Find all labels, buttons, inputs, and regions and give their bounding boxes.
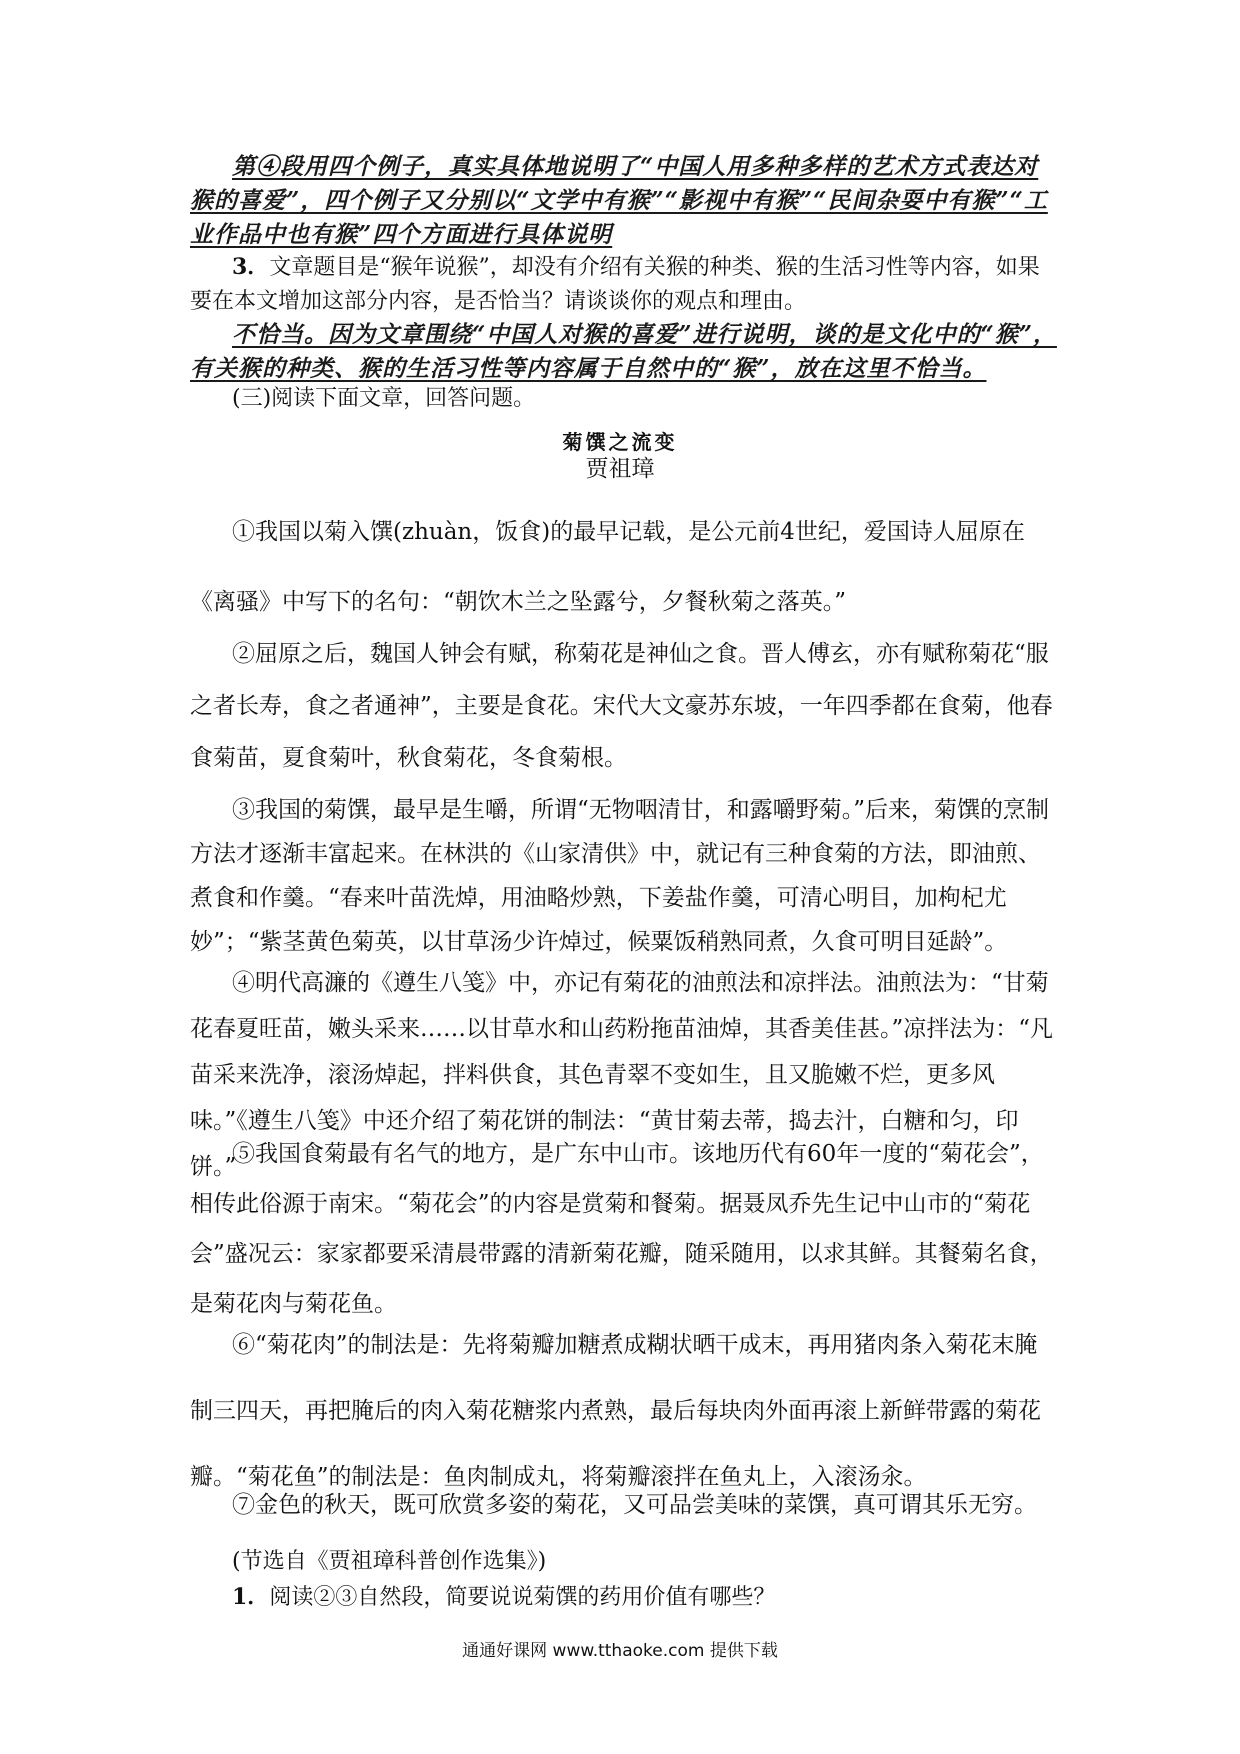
question-3-text: 文章题目是“猴年说猴”，却没有介绍有关猴的种类、猴的生活习性等内容，如果要在本文增加这部分内容，是否恰当？请谈谈你的观点和理由。 (190, 255, 1040, 314)
article-title: 菊馔之流变 (562, 430, 678, 454)
question-1 (190, 1580, 1060, 1615)
page-footer: 通通好课网 www.tthaoke.com 提供下载 (462, 1641, 778, 1661)
paragraph-2: ②屈原之后，魏国人钟会有赋，称菊花是神仙之食。晋人傅玄，亦有赋称菊花“服之者长寿，食之者通神”，主要是食花。宋代大文豪苏东坡，一年四季都在食菊，他春食菊苗，夏食菊叶，秋食菊花，冬食菊根。 (190, 641, 1053, 771)
question-1-text: 阅读②③自然段，简要说说菊馔的药用价值有哪些？ (269, 1585, 776, 1610)
article-source: (节选自《贾祖璋科普创作选集》) (232, 1549, 547, 1574)
paragraph-4: ④明代高濂的《遵生八笺》中，亦记有菊花的油煎法和凉拌法。油煎法为：“甘菊花春夏旺苗，嫩头采来……以甘草水和山药粉拖苗油焯，其香美佳甚。”凉拌法为：“凡苗采来洗净，滚汤焯起，拌料供食，其色青翠不变如生，且又脆嫩不烂，更多风味。”《遵生八笺》中还介绍了菊花饼的制法：“黄甘菊去蒂，捣去汁，白糖和匀，印饼。” (190, 970, 1054, 1180)
paragraph-6: ⑥“菊花肉”的制法是：先将菊瓣加糖煮成糊状晒干成末，再用猪肉条入菊花末腌制三四天，再把腌后的肉入菊花糖浆内煮熟，最后每块肉外面再滚上新鲜带露的菊花瓣。“菊花鱼”的制法是：鱼肉制成丸，将菊瓣滚拌在鱼丸上，入滚汤汆。 (190, 1332, 1041, 1490)
article-author: 贾祖璋 (585, 456, 655, 482)
answer-question-3: 不恰当。因为文章围绕“中国人对猴的喜爱”进行说明，谈的是文化中的“猴”，有关猴的种类、猴的生活习性等内容属于自然中的“猴”，放在这里不恰当。 (190, 321, 1057, 382)
section-heading: (三)阅读下面文章，回答问题。 (232, 386, 536, 411)
paragraph-5: ⑤我国食菊最有名气的地方，是广东中山市。该地历代有60年一度的“菊花会”，相传此俗源于南宋。“菊花会”的内容是赏菊和餐菊。据聂凤乔先生记中山市的“菊花会”盛况云：家家都要采清晨带露的清新菊花瓣，随采随用，以求其鲜。其餐菊名食，是菊花肉与菊花鱼。 (190, 1141, 1053, 1317)
paragraph-1: ①我国以菊入馔(zhuàn，饭食)的最早记载，是公元前4世纪，爱国诗人屈原在《离骚》中写下的名句：“朝饮木兰之坠露兮，夕餐秋菊之落英。” (190, 519, 1025, 615)
question-3-number: 3． (232, 254, 270, 280)
question-3 (190, 250, 1060, 319)
question-1-number: 1． (232, 1584, 270, 1610)
paragraph-3: ③我国的菊馔，最早是生嚼，所谓“无物咽清甘，和露嚼野菊。”后来，菊馔的烹制方法才逐渐丰富起来。在林洪的《山家清供》中，就记有三种食菊的方法，即油煎、煮食和作羹。“春来叶苗洗焯，用油略炒熟，下姜盐作羹，可清心明目，加枸杞尤妙”；“紫茎黄色菊英，以甘草汤少许焯过，候粟饭稍熟同煮，久食可明目延龄”。 (190, 797, 1050, 955)
answer-question-2: 第④段用四个例子，真实具体地说明了“中国人用多种多样的艺术方式表达对猴的喜爱”，四个例子又分别以“文学中有猴”“影视中有猴”“民间杂耍中有猴”“工业作品中也有猴”四个方面进行具体说明 (190, 153, 1048, 248)
paragraph-7: ⑦金色的秋天，既可欣赏多姿的菊花，又可品尝美味的菜馔，真可谓其乐无穷。 (232, 1492, 1037, 1518)
